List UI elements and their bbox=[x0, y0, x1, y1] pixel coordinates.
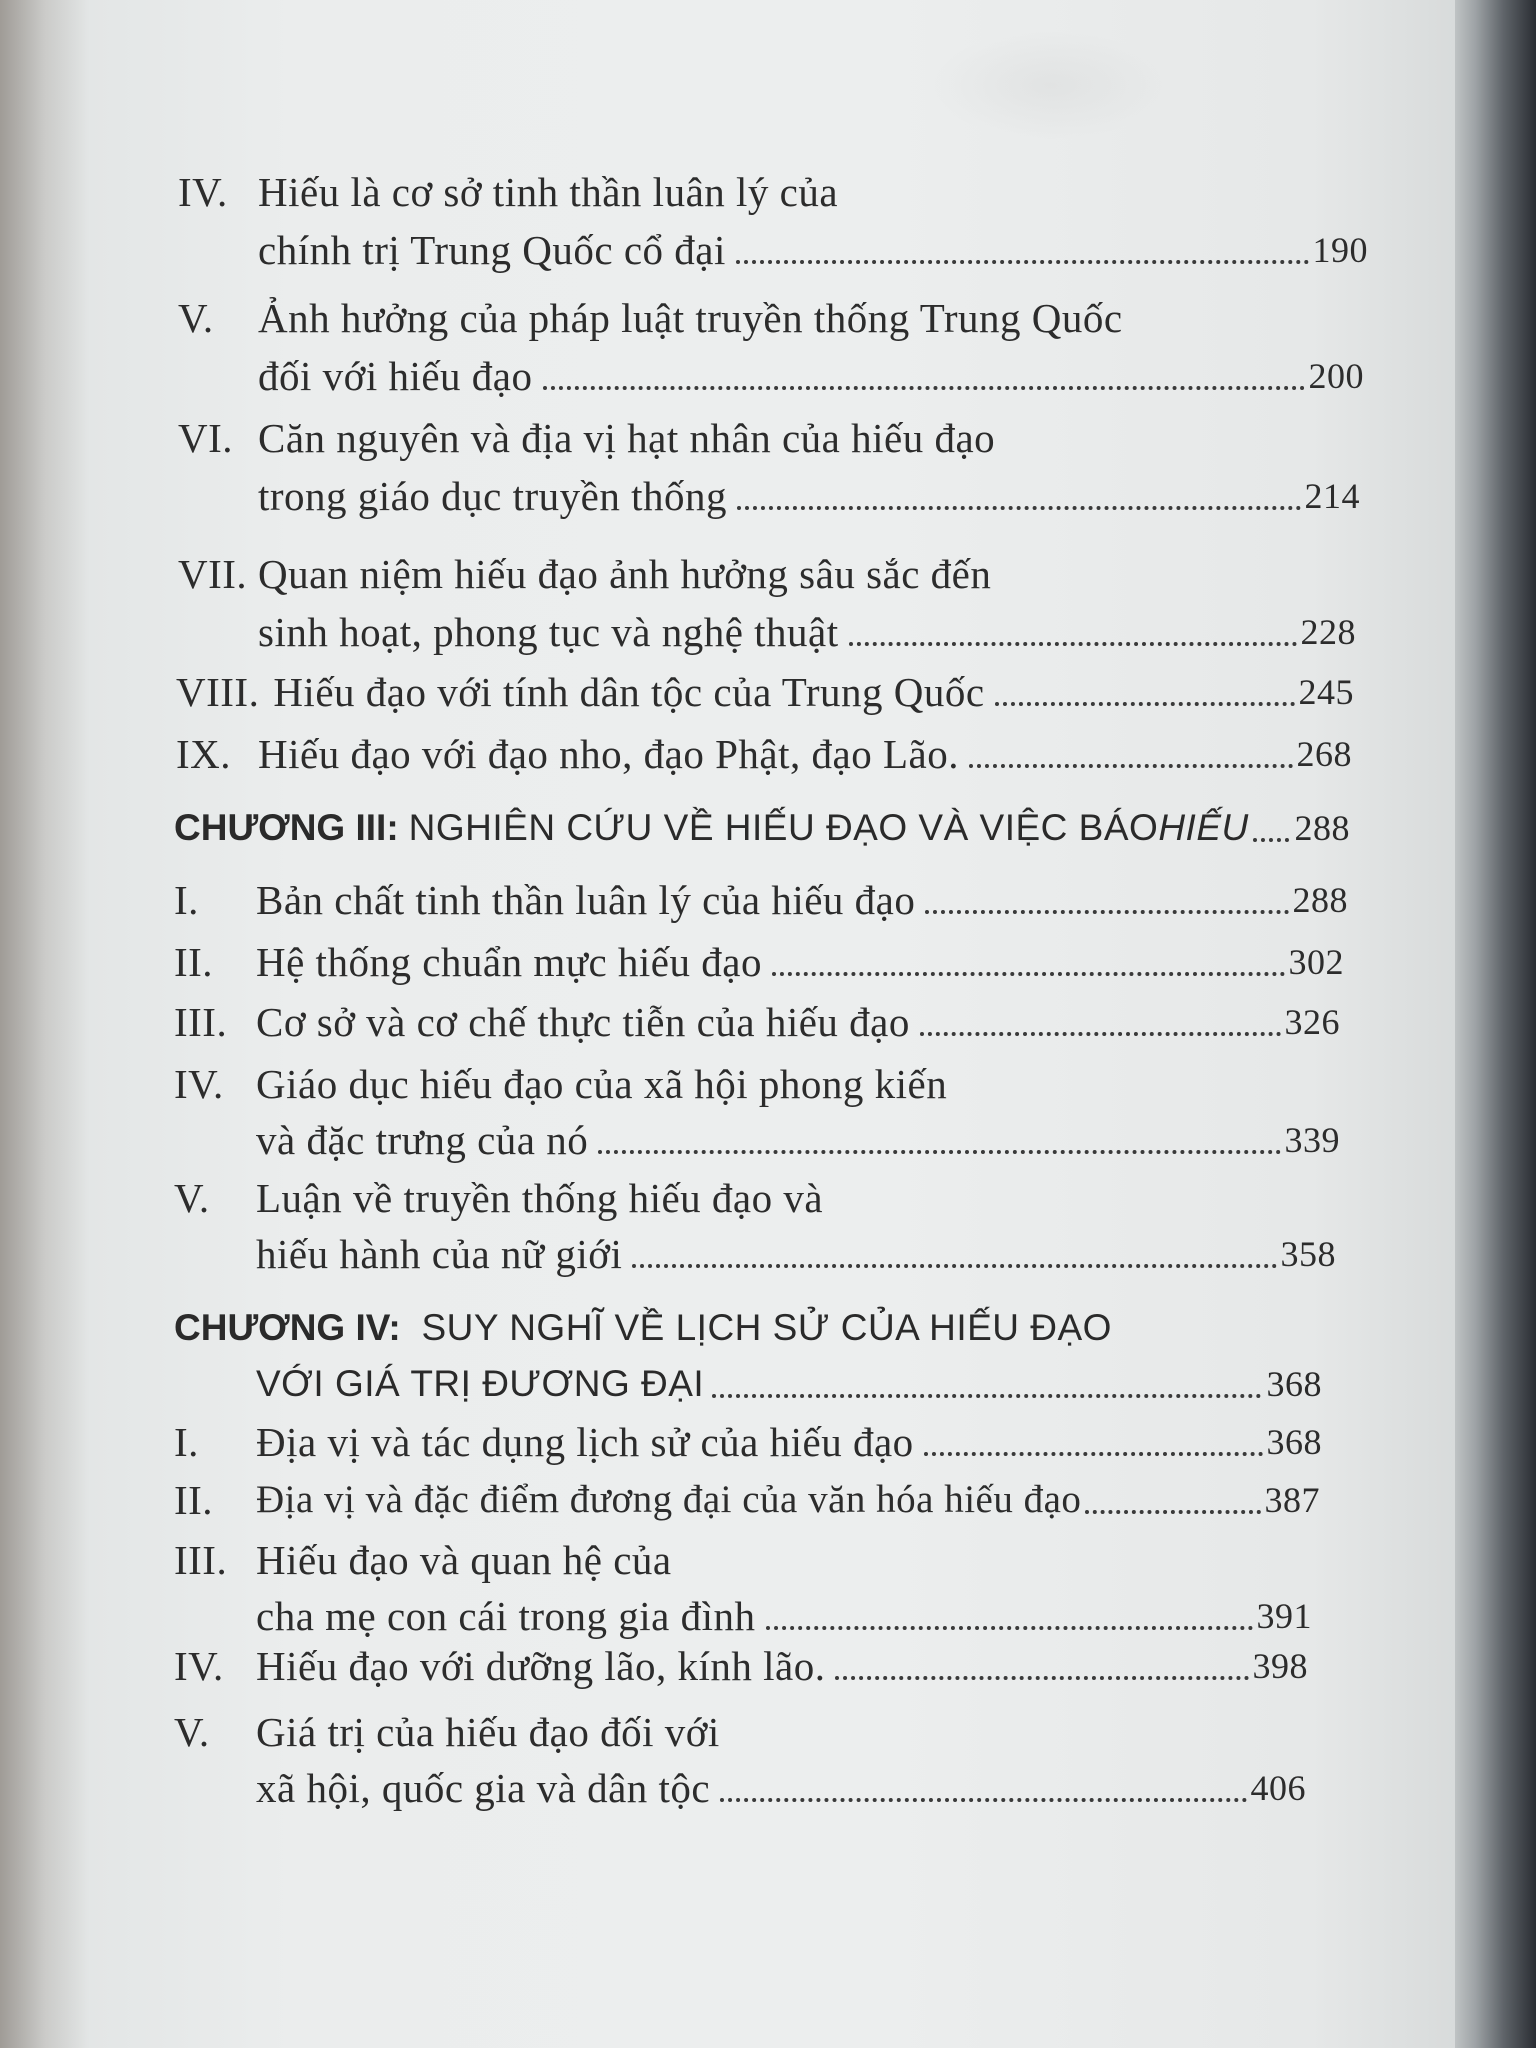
entry-title: Giáo dục hiếu đạo của xã hội phong kiến bbox=[256, 1061, 948, 1107]
page-number: 228 bbox=[1300, 612, 1356, 652]
page-number: 339 bbox=[1284, 1120, 1340, 1160]
entry-number: IV. bbox=[178, 169, 228, 215]
page-number: 288 bbox=[1294, 808, 1350, 848]
entry-title-row bbox=[258, 222, 1368, 278]
entry-title-row bbox=[256, 1760, 1306, 1816]
entry-number: IV. bbox=[174, 1061, 224, 1107]
chapter-title-row bbox=[174, 1300, 1112, 1356]
chapter-heading bbox=[174, 1300, 1374, 1420]
entry-number: IV. bbox=[174, 1643, 224, 1689]
dot-leader bbox=[1085, 1510, 1260, 1514]
entry-number: VI. bbox=[178, 415, 234, 461]
chapter-title-row bbox=[256, 1356, 1322, 1412]
dot-leader bbox=[632, 1264, 1276, 1268]
entry-title: Ảnh hưởng của pháp luật truyền thống Trung Quốc bbox=[258, 295, 1123, 341]
entry-title-row bbox=[256, 1472, 1320, 1528]
show-through-heading bbox=[930, 30, 1170, 140]
entry-title-row bbox=[256, 1112, 1340, 1168]
entry-title: Địa vị và đặc điểm đương đại của văn hóa hiếu đạo bbox=[256, 1478, 1082, 1521]
entry-title: Hiếu đạo và quan hệ của bbox=[256, 1537, 672, 1583]
entry-title: Căn nguyên và địa vị hạt nhân của hiếu đạo bbox=[258, 415, 996, 461]
toc-entry bbox=[174, 994, 1364, 1054]
book-page-edge bbox=[1455, 0, 1536, 2048]
page-number: 288 bbox=[1292, 880, 1348, 920]
entry-title: và đặc trưng của nó bbox=[256, 1117, 589, 1163]
entry-title-row bbox=[258, 468, 1360, 524]
dot-leader bbox=[1253, 838, 1289, 842]
chapter-label: CHƯƠNG III: bbox=[174, 807, 399, 848]
entry-title: hiếu hành của nữ giới bbox=[256, 1231, 623, 1277]
toc-entry bbox=[174, 1532, 1364, 1652]
dot-leader bbox=[924, 1452, 1263, 1456]
entry-number: I. bbox=[174, 877, 199, 923]
toc-entry bbox=[174, 934, 1364, 994]
chapter-title-row bbox=[174, 800, 1350, 856]
dot-leader bbox=[598, 1150, 1280, 1154]
dot-leader bbox=[849, 642, 1297, 646]
page-number: 406 bbox=[1250, 1768, 1306, 1808]
entry-title-row bbox=[258, 348, 1364, 404]
toc-entry bbox=[174, 872, 1364, 932]
chapter-title: NGHIÊN CỨU VỀ HIẾU ĐẠO VÀ VIỆC BÁO bbox=[408, 807, 1159, 848]
entry-number: I. bbox=[174, 1419, 199, 1465]
page-number: 358 bbox=[1280, 1234, 1336, 1274]
page-number: 190 bbox=[1312, 230, 1368, 270]
dot-leader bbox=[736, 260, 1309, 264]
entry-number: V. bbox=[178, 295, 214, 341]
page-number: 326 bbox=[1284, 1002, 1340, 1042]
chapter-title: SUY NGHĨ VỀ LỊCH SỬ CỦA HIẾU ĐẠO bbox=[421, 1307, 1112, 1348]
dot-leader bbox=[720, 1798, 1246, 1802]
chapter-label: CHƯƠNG IV: bbox=[174, 1307, 401, 1348]
entry-number: II. bbox=[174, 939, 214, 985]
toc-entry bbox=[174, 1704, 1364, 1824]
toc-entry bbox=[174, 1472, 1364, 1532]
toc-entry bbox=[174, 1170, 1364, 1290]
toc-entry bbox=[174, 1056, 1364, 1176]
entry-title: cha mẹ con cái trong gia đình bbox=[256, 1593, 756, 1639]
page-number: 398 bbox=[1252, 1646, 1308, 1686]
entry-title: sinh hoạt, phong tục và nghệ thuật bbox=[258, 609, 839, 655]
entry-title-row bbox=[258, 604, 1356, 660]
page-number: 391 bbox=[1256, 1596, 1312, 1636]
entry-title-row bbox=[258, 726, 1352, 782]
entry-title: trong giáo dục truyền thống bbox=[258, 473, 727, 519]
dot-leader bbox=[995, 702, 1295, 706]
entry-title: chính trị Trung Quốc cổ đại bbox=[258, 227, 726, 273]
dot-leader bbox=[772, 972, 1285, 976]
page-number: 200 bbox=[1308, 356, 1364, 396]
dot-leader bbox=[920, 1032, 1281, 1036]
entry-number: II. bbox=[174, 1477, 214, 1523]
toc-entry bbox=[178, 410, 1368, 530]
dot-leader bbox=[766, 1626, 1253, 1630]
entry-title: Hiếu đạo với dưỡng lão, kính lão. bbox=[256, 1643, 826, 1689]
page-number: 368 bbox=[1266, 1422, 1322, 1462]
entry-title-row bbox=[256, 1638, 1308, 1694]
entry-number: III. bbox=[174, 1537, 228, 1583]
dot-leader bbox=[969, 764, 1293, 768]
entry-title: Cơ sở và cơ chế thực tiễn của hiếu đạo bbox=[256, 999, 910, 1045]
page-number: 368 bbox=[1266, 1364, 1322, 1404]
dot-leader bbox=[835, 1676, 1248, 1680]
entry-title: Hiếu đạo với đạo nho, đạo Phật, đạo Lão. bbox=[258, 731, 959, 777]
page-number: 268 bbox=[1296, 734, 1352, 774]
toc-entry bbox=[174, 1414, 1364, 1474]
entry-title: xã hội, quốc gia và dân tộc bbox=[256, 1765, 711, 1811]
chapter-title-italic: HIẾU bbox=[1158, 807, 1249, 848]
entry-title: đối với hiếu đạo bbox=[258, 353, 533, 399]
entry-title-row bbox=[256, 1588, 1312, 1644]
toc-entry bbox=[178, 546, 1368, 666]
toc-entry bbox=[176, 726, 1366, 786]
entry-number: VIII. bbox=[176, 669, 260, 715]
chapter-heading bbox=[174, 800, 1374, 860]
toc-entry bbox=[174, 1638, 1364, 1698]
entry-title: Hệ thống chuẩn mực hiếu đạo bbox=[256, 939, 762, 985]
page-shadow bbox=[0, 0, 90, 2048]
dot-leader bbox=[737, 506, 1301, 510]
entry-number: V. bbox=[174, 1709, 210, 1755]
entry-title-row bbox=[256, 872, 1348, 928]
entry-title-row bbox=[256, 1414, 1322, 1470]
toc-entry bbox=[178, 290, 1368, 410]
entry-title: Bản chất tinh thần luân lý của hiếu đạo bbox=[256, 877, 916, 923]
dot-leader bbox=[712, 1394, 1260, 1398]
dot-leader bbox=[543, 386, 1305, 390]
entry-title-row bbox=[256, 994, 1340, 1050]
page-number: 387 bbox=[1264, 1480, 1320, 1520]
entry-title: Hiếu là cơ sở tinh thần luân lý của bbox=[258, 169, 839, 215]
entry-title-row bbox=[256, 1226, 1336, 1282]
entry-number: III. bbox=[174, 999, 228, 1045]
entry-title: Địa vị và tác dụng lịch sử của hiếu đạo bbox=[256, 1419, 914, 1465]
page-number: 245 bbox=[1298, 672, 1354, 712]
toc-entry bbox=[176, 664, 1366, 724]
entry-number: IX. bbox=[176, 731, 232, 777]
entry-title: Giá trị của hiếu đạo đối với bbox=[256, 1709, 720, 1755]
entry-title: Quan niệm hiếu đạo ảnh hưởng sâu sắc đến bbox=[258, 551, 992, 597]
chapter-title: VỚI GIÁ TRỊ ĐƯƠNG ĐẠI bbox=[256, 1363, 705, 1404]
entry-number: V. bbox=[174, 1175, 210, 1221]
toc-entry bbox=[178, 164, 1368, 284]
page-number: 302 bbox=[1288, 942, 1344, 982]
page-number: 214 bbox=[1304, 476, 1360, 516]
entry-title: Luận về truyền thống hiếu đạo và bbox=[256, 1175, 824, 1221]
entry-title-row bbox=[256, 934, 1344, 990]
dot-leader bbox=[925, 910, 1288, 914]
entry-title-row bbox=[176, 664, 1354, 720]
entry-title: Hiếu đạo với tính dân tộc của Trung Quốc bbox=[273, 669, 985, 715]
entry-number: VII. bbox=[178, 551, 248, 597]
